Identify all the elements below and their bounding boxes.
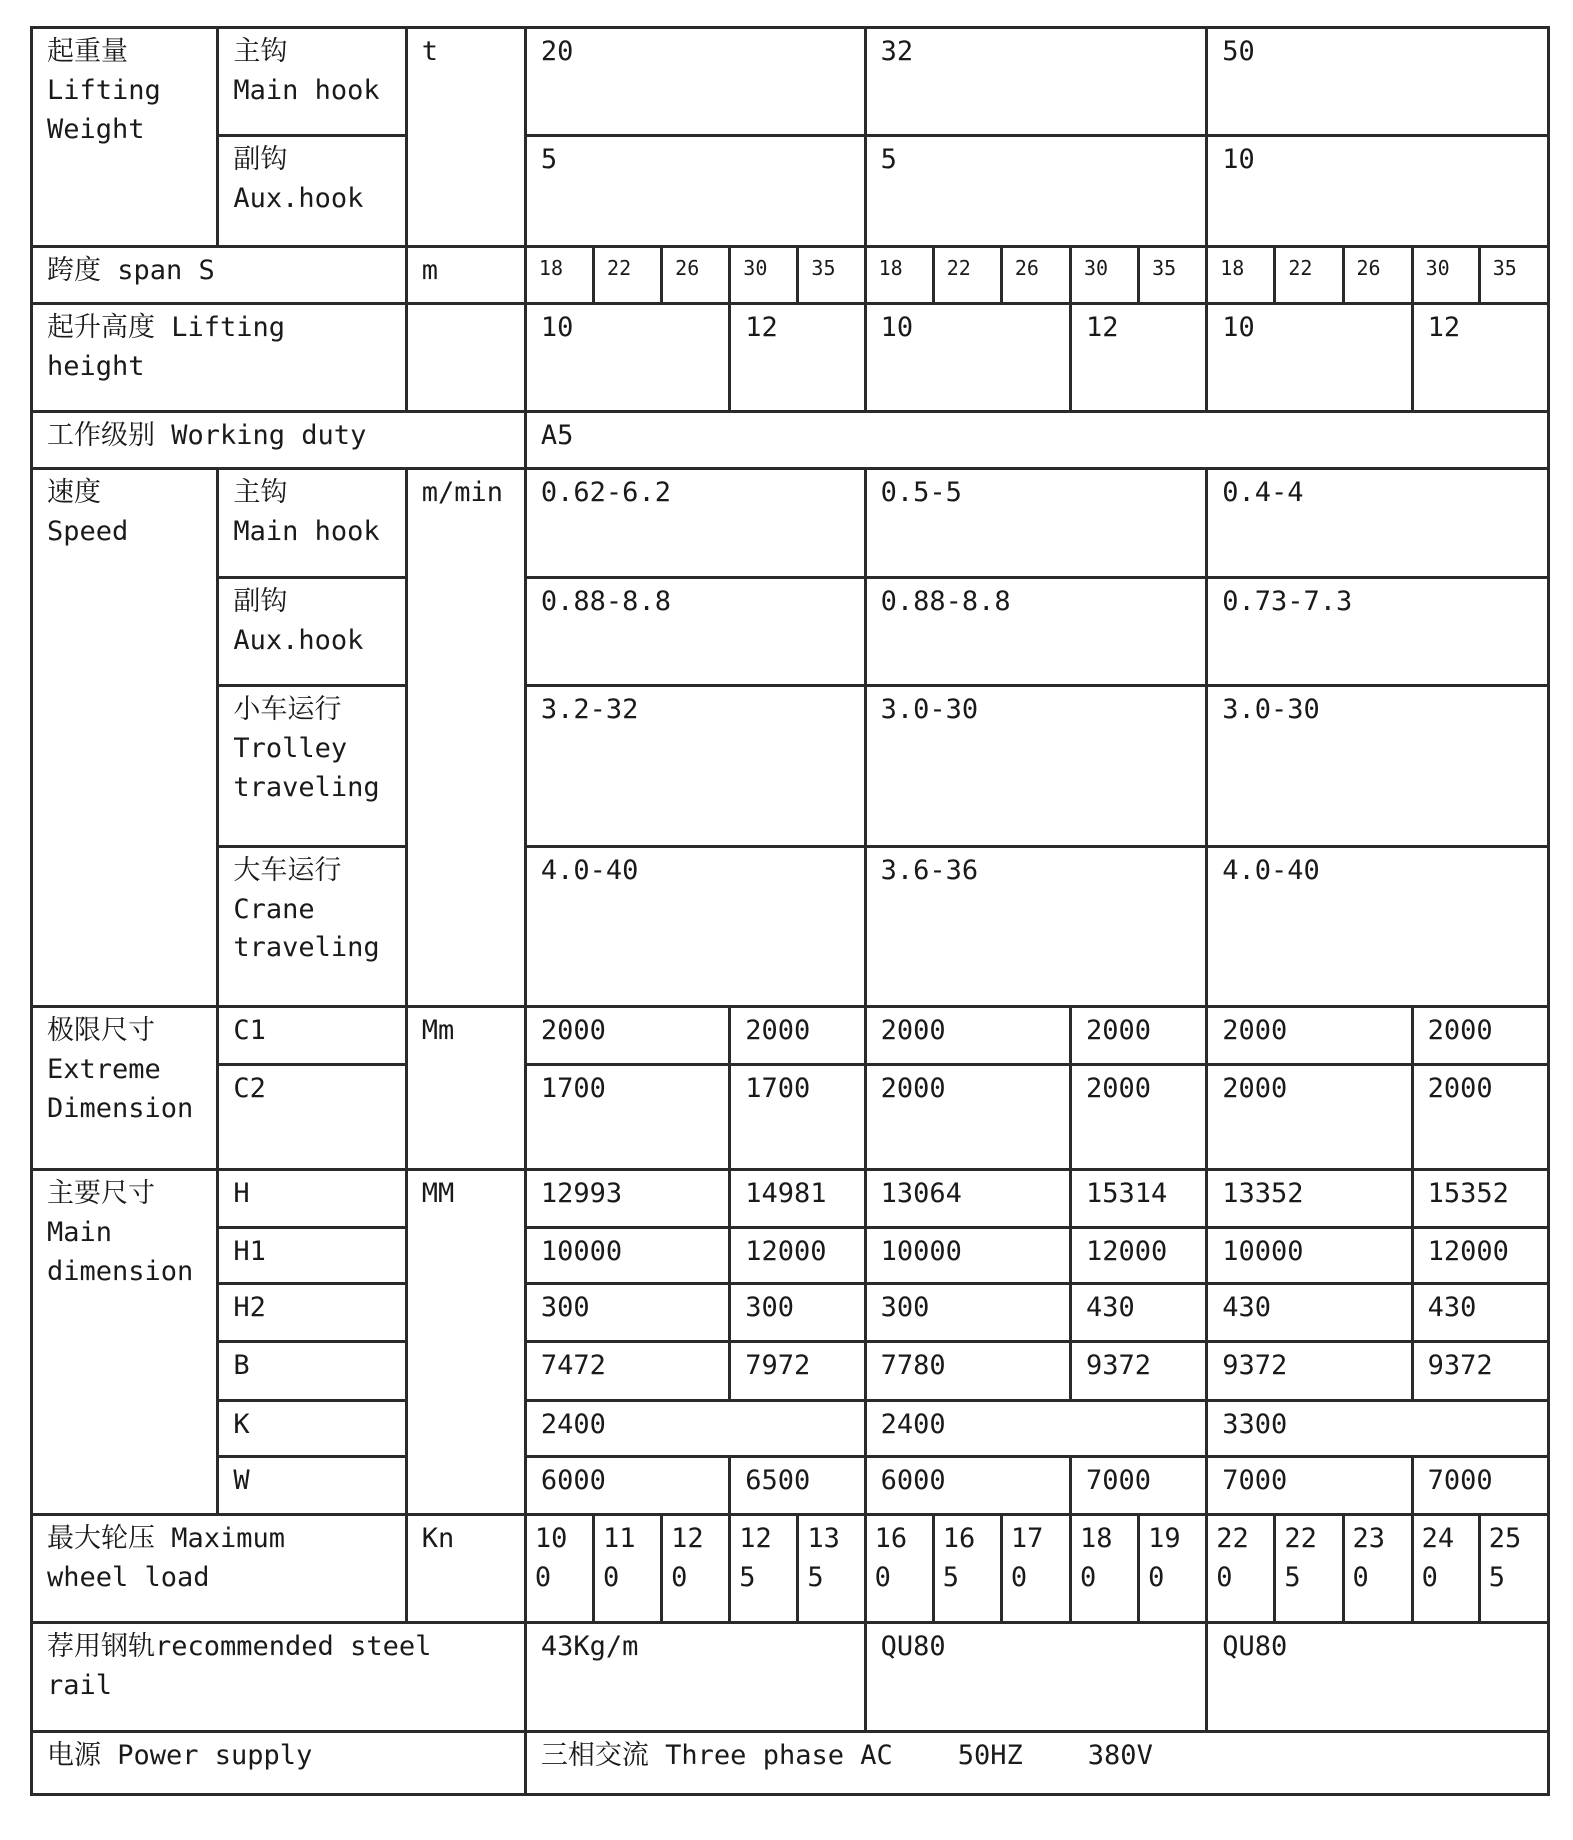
span-label: 跨度 span S	[32, 246, 407, 303]
speed-main-cell: 0.62-6.2	[525, 469, 865, 577]
row-main-dim-b	[32, 1342, 1549, 1400]
h-cell: 15314	[1070, 1169, 1206, 1227]
lifting-weight-aux-cell: 5	[865, 136, 1207, 246]
h2-cell: 300	[865, 1284, 1070, 1342]
wheel-load-cell: 22 5	[1275, 1514, 1343, 1622]
lifting-height-label: 起升高度 Lifting height	[32, 303, 407, 411]
span-cell: 35	[1139, 246, 1207, 303]
lifting-weight-aux-cell: 10	[1207, 136, 1549, 246]
w-cell: 7000	[1412, 1456, 1548, 1514]
main-hook-label: 主钩 Main hook	[218, 28, 406, 136]
w-cell: 6500	[730, 1456, 865, 1514]
row-main-dim-h2	[32, 1284, 1549, 1342]
span-cell: 22	[933, 246, 1001, 303]
lifting-height-unit	[406, 303, 525, 411]
wheel-load-cell: 13 5	[798, 1514, 865, 1622]
h-cell: 12993	[525, 1169, 729, 1227]
lifting-height-cell: 10	[865, 303, 1070, 411]
row-wheel-load	[32, 1514, 1549, 1622]
rail-cell: QU80	[865, 1623, 1207, 1731]
span-cell: 30	[730, 246, 798, 303]
lifting-weight-main-cell: 50	[1207, 28, 1549, 136]
c2-label: C2	[218, 1065, 406, 1169]
h2-cell: 430	[1070, 1284, 1206, 1342]
lifting-height-cell: 12	[1412, 303, 1548, 411]
wheel-load-cell: 12 5	[730, 1514, 798, 1622]
c1-cell: 2000	[1207, 1007, 1412, 1065]
h2-cell: 430	[1412, 1284, 1548, 1342]
b-label: B	[218, 1342, 406, 1400]
lifting-weight-unit: t	[406, 28, 525, 247]
lifting-weight-main-cell: 32	[865, 28, 1207, 136]
aux-hook-label: 副钩 Aux.hook	[218, 136, 406, 246]
row-extreme-c1	[32, 1007, 1549, 1065]
span-cell: 18	[865, 246, 933, 303]
wheel-load-cell: 24 0	[1412, 1514, 1479, 1622]
c2-cell: 1700	[730, 1065, 865, 1169]
rail-cell: 43Kg/m	[525, 1623, 865, 1731]
row-speed-trolley	[32, 686, 1549, 847]
wheel-load-cell: 18 0	[1070, 1514, 1138, 1622]
speed-main-cell: 0.4-4	[1207, 469, 1549, 577]
c1-cell: 2000	[865, 1007, 1070, 1065]
h1-cell: 12000	[730, 1227, 865, 1283]
speed-label: 速度 Speed	[32, 469, 218, 1007]
speed-main-hook-label: 主钩 Main hook	[218, 469, 406, 577]
c1-cell: 2000	[730, 1007, 865, 1065]
w-label: W	[218, 1456, 406, 1514]
wheel-load-cell: 17 0	[1001, 1514, 1070, 1622]
span-cell: 22	[594, 246, 662, 303]
span-cell: 35	[1479, 246, 1548, 303]
speed-crane-cell: 4.0-40	[1207, 846, 1549, 1007]
lifting-weight-label: 起重量 Lifting Weight	[32, 28, 218, 247]
row-power-supply	[32, 1731, 1549, 1794]
w-cell: 7000	[1207, 1456, 1412, 1514]
c1-label: C1	[218, 1007, 406, 1065]
row-main-dim-k	[32, 1400, 1549, 1456]
row-lifting-weight-main	[32, 28, 1549, 136]
h1-cell: 10000	[525, 1227, 729, 1283]
b-cell: 9372	[1207, 1342, 1412, 1400]
lifting-height-cell: 10	[525, 303, 729, 411]
row-working-duty	[32, 412, 1549, 469]
h2-label: H2	[218, 1284, 406, 1342]
span-cell: 35	[798, 246, 865, 303]
b-cell: 9372	[1070, 1342, 1206, 1400]
c1-cell: 2000	[1070, 1007, 1206, 1065]
power-supply-label: 电源 Power supply	[32, 1731, 526, 1794]
speed-crane-cell: 4.0-40	[525, 846, 865, 1007]
speed-unit: m/min	[406, 469, 525, 1007]
lifting-weight-main-cell: 20	[525, 28, 865, 136]
h2-cell: 300	[730, 1284, 865, 1342]
row-main-dim-h	[32, 1169, 1549, 1227]
b-cell: 7472	[525, 1342, 729, 1400]
c2-cell: 2000	[1207, 1065, 1412, 1169]
lifting-height-cell: 12	[1070, 303, 1206, 411]
trolley-traveling-label: 小车运行 Trolley traveling	[218, 686, 406, 847]
k-label: K	[218, 1400, 406, 1456]
speed-trolley-cell: 3.2-32	[525, 686, 865, 847]
crane-spec-table	[30, 26, 1550, 1796]
row-rail	[32, 1623, 1549, 1731]
row-main-dim-h1	[32, 1227, 1549, 1283]
span-cell: 26	[1001, 246, 1070, 303]
speed-aux-cell: 0.88-8.8	[865, 577, 1207, 685]
k-cell: 2400	[865, 1400, 1207, 1456]
span-cell: 26	[1343, 246, 1412, 303]
main-dimension-label: 主要尺寸 Main dimension	[32, 1169, 218, 1514]
lifting-height-cell: 10	[1207, 303, 1412, 411]
span-cell: 18	[525, 246, 593, 303]
working-duty-label: 工作级别 Working duty	[32, 412, 526, 469]
b-cell: 9372	[1412, 1342, 1548, 1400]
spec-sheet	[30, 26, 1550, 1796]
span-unit: m	[406, 246, 525, 303]
wheel-load-cell: 16 0	[865, 1514, 933, 1622]
power-supply-value: 三相交流 Three phase AC 50HZ 380V	[525, 1731, 1548, 1794]
w-cell: 7000	[1070, 1456, 1206, 1514]
span-cell: 26	[662, 246, 730, 303]
wheel-load-cell: 16 5	[933, 1514, 1001, 1622]
row-speed-aux	[32, 577, 1549, 685]
speed-main-cell: 0.5-5	[865, 469, 1207, 577]
row-lifting-weight-aux	[32, 136, 1549, 246]
h1-cell: 12000	[1070, 1227, 1206, 1283]
h-label: H	[218, 1169, 406, 1227]
h1-cell: 12000	[1412, 1227, 1548, 1283]
c2-cell: 2000	[1070, 1065, 1206, 1169]
speed-aux-hook-label: 副钩 Aux.hook	[218, 577, 406, 685]
c2-cell: 2000	[865, 1065, 1070, 1169]
speed-trolley-cell: 3.0-30	[865, 686, 1207, 847]
speed-aux-cell: 0.88-8.8	[525, 577, 865, 685]
h-cell: 15352	[1412, 1169, 1548, 1227]
extreme-dimension-unit: Mm	[406, 1007, 525, 1170]
rail-cell: QU80	[1207, 1623, 1549, 1731]
main-dimension-unit: MM	[406, 1169, 525, 1514]
wheel-load-cell: 19 0	[1139, 1514, 1207, 1622]
speed-crane-cell: 3.6-36	[865, 846, 1207, 1007]
speed-trolley-cell: 3.0-30	[1207, 686, 1549, 847]
h-cell: 13064	[865, 1169, 1070, 1227]
speed-aux-cell: 0.73-7.3	[1207, 577, 1549, 685]
k-cell: 3300	[1207, 1400, 1549, 1456]
k-cell: 2400	[525, 1400, 865, 1456]
c2-cell: 2000	[1412, 1065, 1548, 1169]
wheel-load-cell: 25 5	[1479, 1514, 1548, 1622]
h-cell: 13352	[1207, 1169, 1412, 1227]
row-extreme-c2	[32, 1065, 1549, 1169]
span-cell: 30	[1412, 246, 1479, 303]
span-cell: 18	[1207, 246, 1275, 303]
lifting-height-cell: 12	[730, 303, 865, 411]
c1-cell: 2000	[525, 1007, 729, 1065]
h1-cell: 10000	[1207, 1227, 1412, 1283]
rail-label: 荐用钢轨recommended steel rail	[32, 1623, 526, 1731]
h2-cell: 300	[525, 1284, 729, 1342]
wheel-load-label: 最大轮压 Maximum wheel load	[32, 1514, 407, 1622]
row-main-dim-w	[32, 1456, 1549, 1514]
row-span	[32, 246, 1549, 303]
wheel-load-unit: Kn	[406, 1514, 525, 1622]
c2-cell: 1700	[525, 1065, 729, 1169]
crane-traveling-label: 大车运行 Crane traveling	[218, 846, 406, 1007]
h1-label: H1	[218, 1227, 406, 1283]
working-duty-value: A5	[525, 412, 1548, 469]
wheel-load-cell: 11 0	[594, 1514, 662, 1622]
h1-cell: 10000	[865, 1227, 1070, 1283]
b-cell: 7972	[730, 1342, 865, 1400]
row-speed-main	[32, 469, 1549, 577]
row-speed-crane	[32, 846, 1549, 1007]
row-lifting-height	[32, 303, 1549, 411]
wheel-load-cell: 10 0	[525, 1514, 593, 1622]
span-cell: 30	[1070, 246, 1138, 303]
wheel-load-cell: 12 0	[662, 1514, 730, 1622]
lifting-weight-aux-cell: 5	[525, 136, 865, 246]
h-cell: 14981	[730, 1169, 865, 1227]
span-cell: 22	[1275, 246, 1343, 303]
wheel-load-cell: 22 0	[1207, 1514, 1275, 1622]
c1-cell: 2000	[1412, 1007, 1548, 1065]
extreme-dimension-label: 极限尺寸 Extreme Dimension	[32, 1007, 218, 1170]
b-cell: 7780	[865, 1342, 1070, 1400]
w-cell: 6000	[865, 1456, 1070, 1514]
h2-cell: 430	[1207, 1284, 1412, 1342]
w-cell: 6000	[525, 1456, 729, 1514]
wheel-load-cell: 23 0	[1343, 1514, 1412, 1622]
